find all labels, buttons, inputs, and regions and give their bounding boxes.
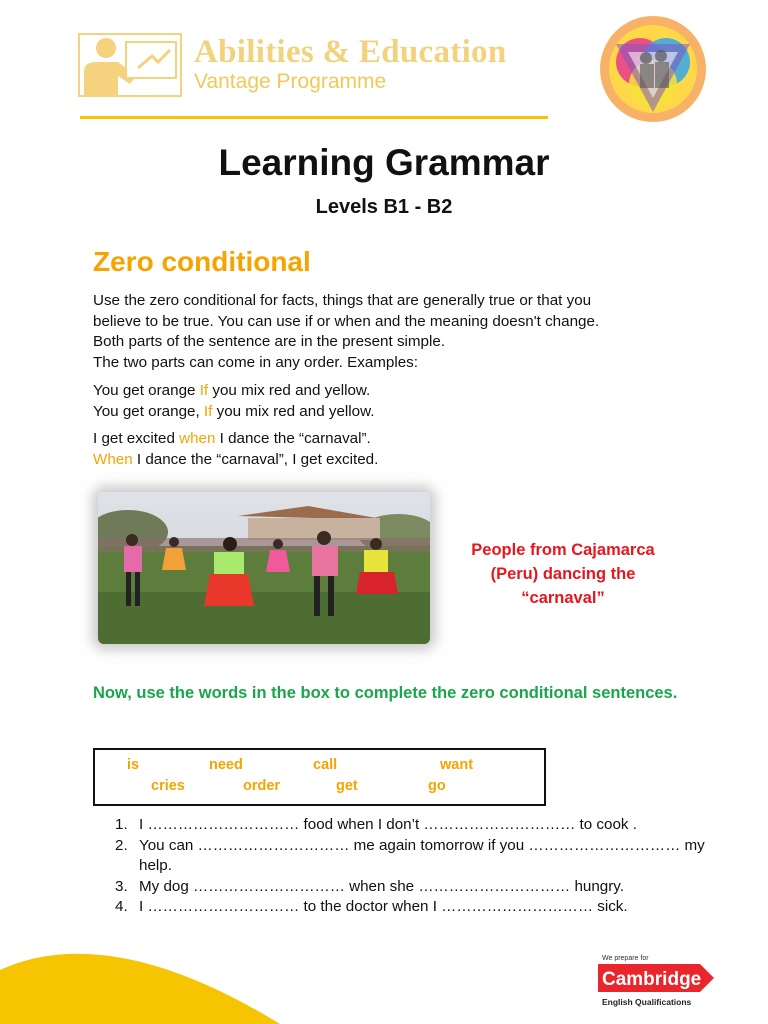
example-group-if	[93, 381, 374, 422]
dancers-photo-illustration	[98, 492, 430, 644]
item-text: My dog ………………………… when she ………………………… hungry.	[139, 877, 624, 895]
item-number: 1.	[115, 816, 128, 833]
word-bank-item: need	[209, 757, 243, 773]
exercise-item	[93, 836, 714, 877]
intro-line: Use the zero conditional for facts, things that are generally true or that you	[93, 292, 592, 309]
exercise-list	[93, 815, 714, 918]
word-bank-box	[93, 748, 546, 806]
exercise-item	[93, 815, 714, 836]
brand-title: Abilities & Education	[194, 34, 507, 70]
item-text: I ………………………… to the doctor when I ………………………… sick.	[139, 898, 628, 916]
example-sentence: When I dance the “carnaval”, I get excited.	[93, 450, 379, 468]
item-text: I ………………………… food when I don’t ………………………… to cook .	[139, 816, 637, 833]
exercise-instructions: Now, use the words in the box to complete the zero conditional sentences.	[93, 684, 678, 702]
programme-emblem-icon	[598, 14, 708, 124]
word-bank-item: want	[440, 757, 474, 773]
cambridge-tagline: We prepare for	[602, 955, 649, 962]
item-text: You can ………………………… me again tomorrow if you ………………………… my help.	[139, 836, 705, 875]
example-sentence: You get orange, If you mix red and yellow.	[93, 402, 375, 420]
word-bank-item: go	[428, 778, 446, 794]
keyword-highlight: When	[93, 450, 133, 468]
header-divider	[80, 116, 548, 119]
carnaval-photo	[98, 492, 430, 644]
keyword-highlight: when	[179, 430, 216, 447]
exercise-item	[93, 897, 714, 918]
photo-caption: People from Cajamarca (Peru) dancing the “carnaval”	[471, 541, 655, 607]
cambridge-logo	[596, 950, 716, 1012]
word-bank-item: call	[313, 757, 338, 773]
intro-line: Both parts of the sentence are in the present simple.	[93, 333, 446, 350]
page-title: Learning Grammar	[218, 142, 550, 183]
word-bank-item: is	[127, 757, 140, 773]
item-number: 4.	[115, 898, 128, 916]
word-bank-item: cries	[151, 778, 185, 794]
page-subtitle: Levels B1 - B2	[315, 196, 453, 218]
item-number: 3.	[115, 877, 128, 895]
intro-line: believe to be true. You can use if or when and the meaning doesn't change.	[93, 312, 600, 330]
word-bank-item: get	[336, 778, 358, 794]
intro-paragraph	[93, 291, 599, 373]
cambridge-subtitle: English Qualifications	[602, 997, 692, 1007]
item-number: 2.	[115, 836, 128, 854]
example-sentence: I get excited when I dance the “carnaval”.	[93, 430, 371, 447]
keyword-highlight: If	[203, 402, 213, 420]
exercise-item	[93, 877, 714, 898]
cambridge-name: Cambridge	[602, 969, 702, 990]
word-bank-item: order	[243, 778, 281, 794]
teacher-logo-icon	[78, 32, 182, 98]
intro-line: The two parts can come in any order. Examples:	[93, 353, 418, 371]
example-group-when	[93, 429, 378, 470]
brand-subtitle: Vantage Programme	[194, 70, 387, 93]
example-sentence: You get orange If you mix red and yellow.	[93, 382, 371, 399]
keyword-highlight: If	[199, 382, 209, 399]
section-heading: Zero conditional	[93, 246, 311, 277]
